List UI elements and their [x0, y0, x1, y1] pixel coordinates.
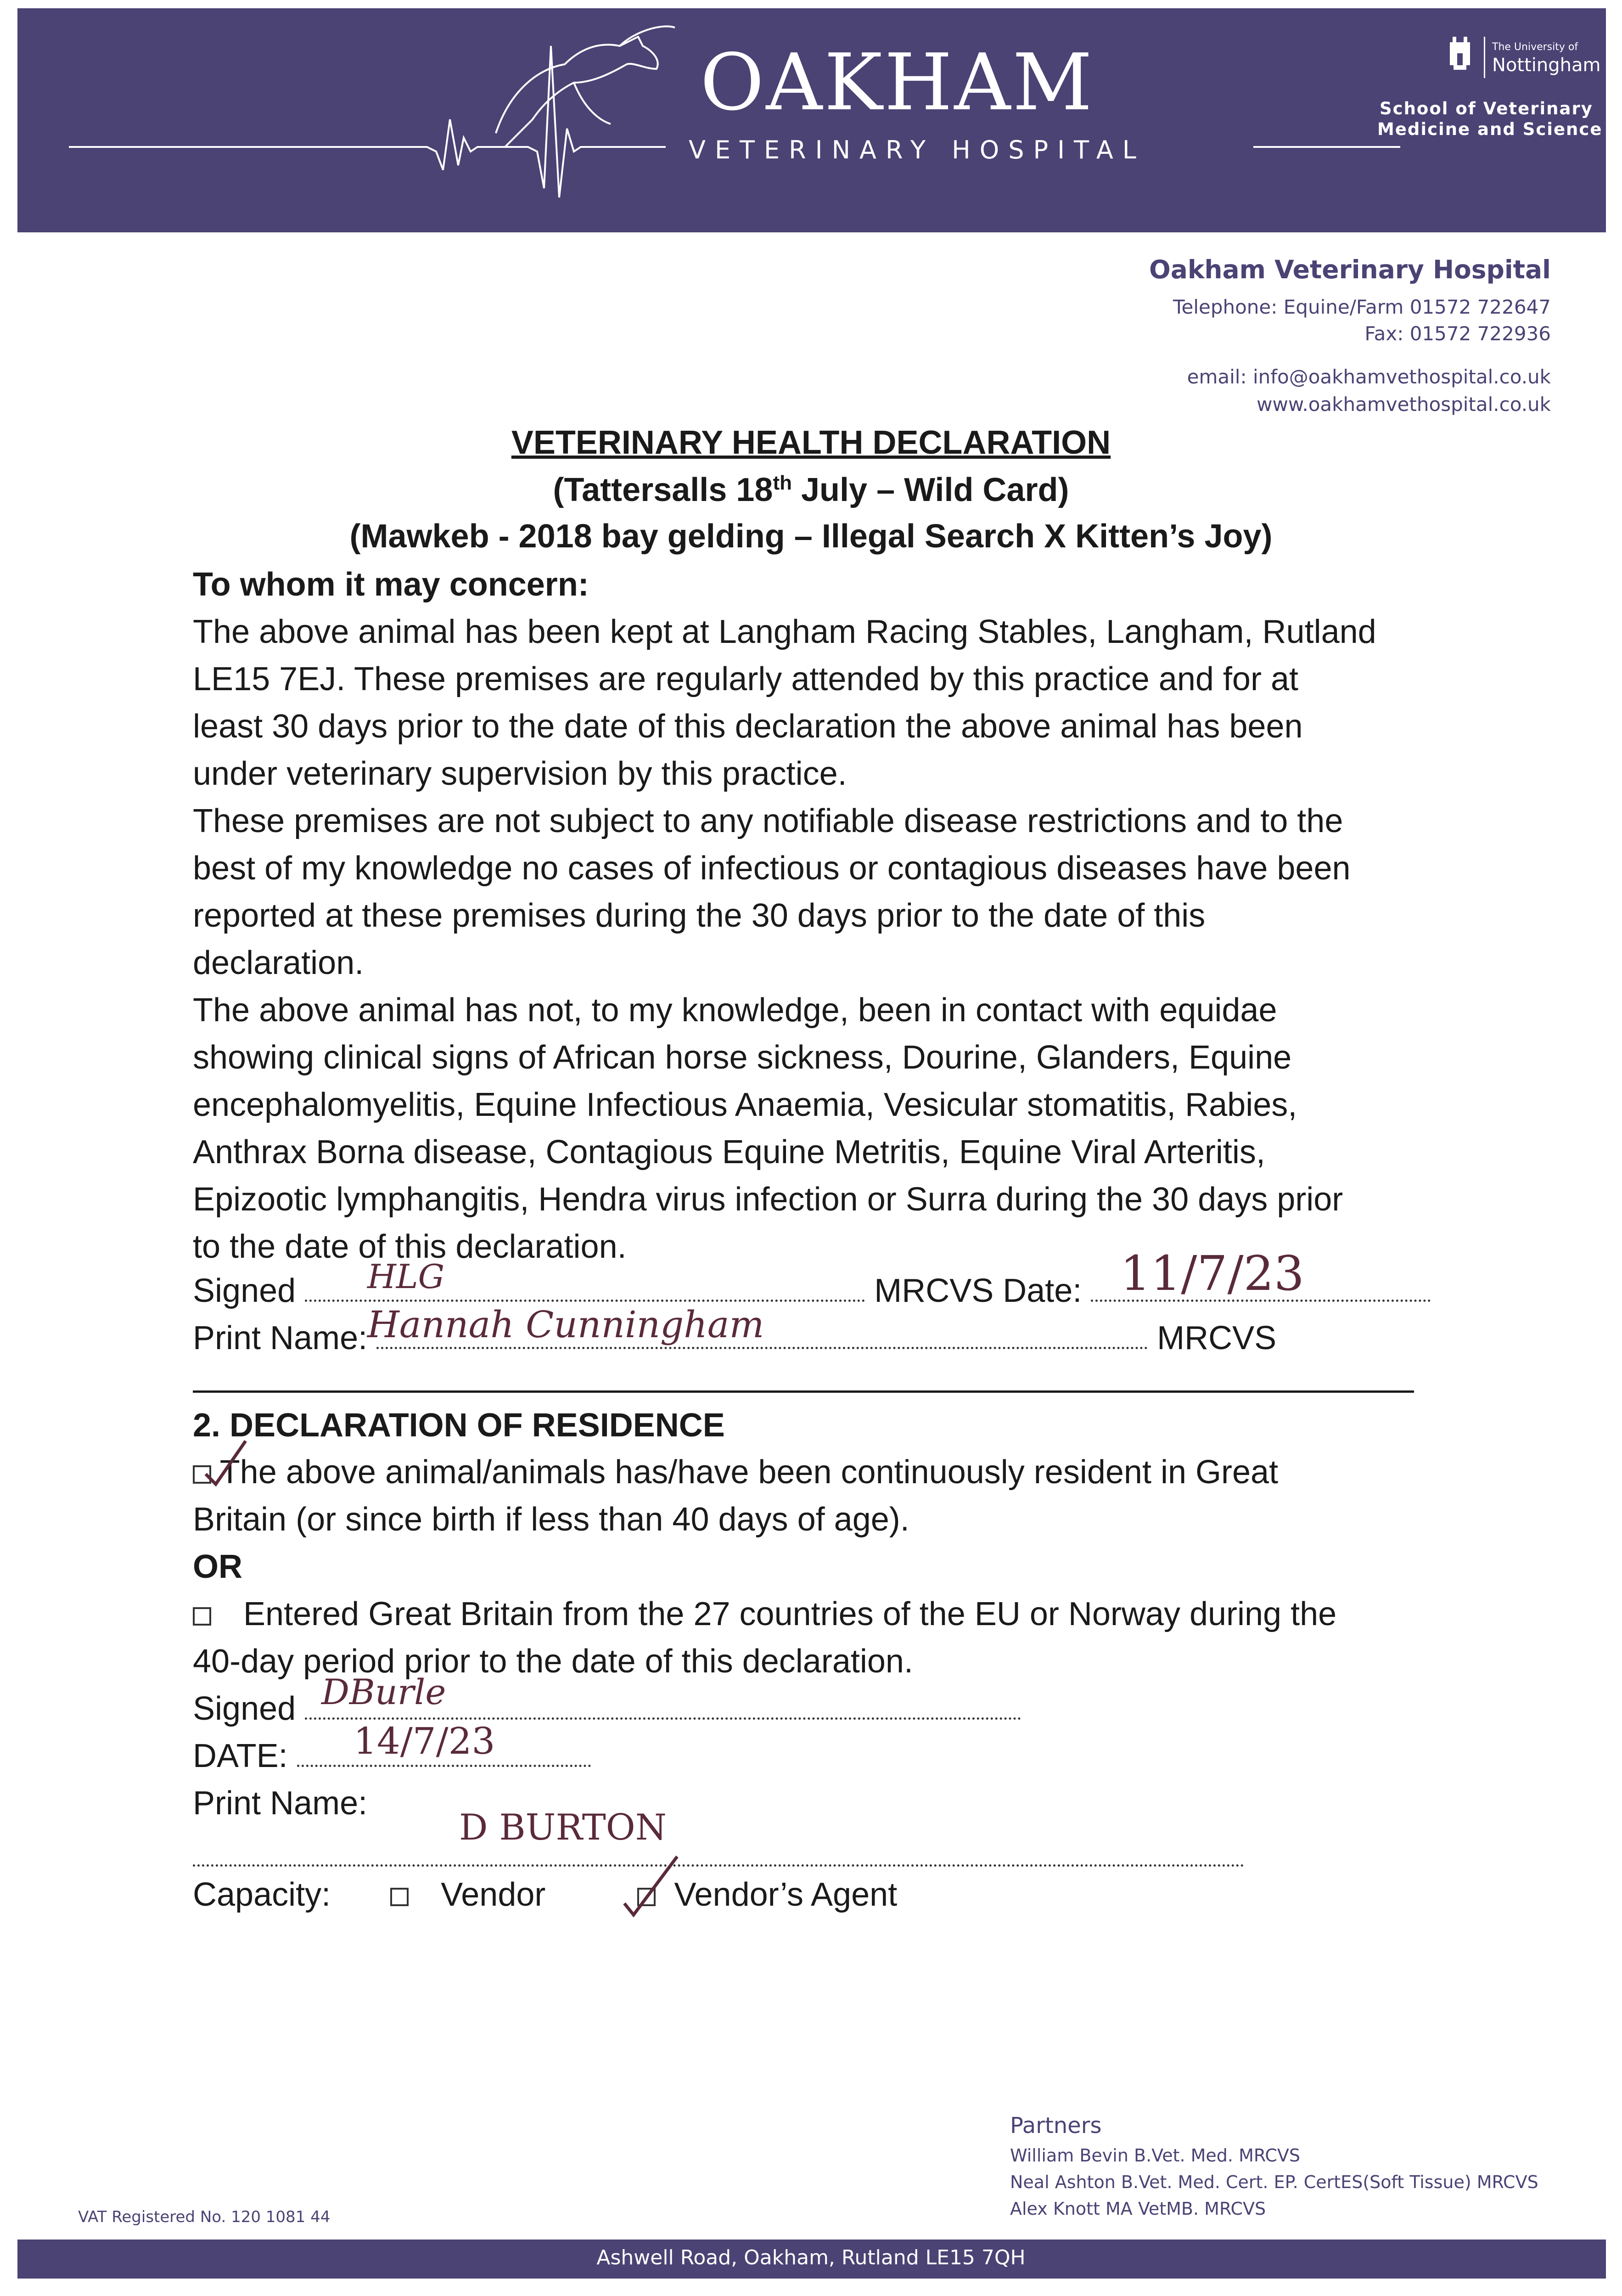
- residence-option1-line2: Britain (or since birth if less than 40 days of age).: [193, 1501, 909, 1538]
- email-link[interactable]: email: info@oakhamvethospital.co.uk: [1187, 366, 1551, 388]
- capacity-row: [193, 1878, 897, 1911]
- para3-line: Epizootic lymphangitis, Hendra virus infection or Surra during the 30 days prior: [193, 1181, 1343, 1218]
- event-subtitle-post: July – Wild Card): [791, 472, 1069, 508]
- para1-line: The above animal has been kept at Langham Racing Stables, Langham, Rutland: [193, 613, 1376, 650]
- school-name-line1: School of Veterinary: [1380, 99, 1593, 118]
- checkmark-icon: [620, 1853, 679, 1917]
- partner-name: Alex Knott MA VetMB. MRCVS: [1010, 2199, 1266, 2219]
- university-divider: [1484, 37, 1485, 78]
- brand-name: OAKHAM: [700, 37, 1094, 128]
- agent-signed-row: [193, 1692, 1021, 1725]
- university-prefix: The University of: [1492, 41, 1578, 53]
- vendor-label: Vendor: [441, 1876, 546, 1913]
- residence-option2-text: Entered Great Britain from the 27 countries of the EU or Norway during the: [243, 1596, 1337, 1632]
- brand-subtitle: VETERINARY HOSPITAL: [689, 135, 1145, 164]
- animal-description: (Mawkeb - 2018 bay gelding – Illegal Search X Kitten’s Joy): [349, 518, 1273, 555]
- residence-option1: [193, 1456, 1278, 1489]
- para2-line: best of my knowledge no cases of infectious or contagious diseases have been: [193, 850, 1351, 887]
- vendor-checkbox[interactable]: [390, 1888, 409, 1906]
- agent-date-label: DATE:: [193, 1738, 288, 1774]
- event-subtitle: [0, 473, 1622, 506]
- vet-date-value: 11/7/23: [1120, 1245, 1304, 1301]
- residence-option2-checkbox[interactable]: [193, 1607, 211, 1626]
- event-subtitle-sup: th: [773, 472, 792, 494]
- vet-mrcvs-label: MRCVS: [1157, 1320, 1277, 1356]
- para2-line: declaration.: [193, 945, 364, 981]
- salutation: To whom it may concern:: [193, 566, 589, 603]
- vet-signature-line[interactable]: [305, 1300, 865, 1302]
- university-name: Nottingham: [1492, 55, 1601, 76]
- vendor-agent-label: Vendor’s Agent: [674, 1876, 898, 1913]
- school-name-line2: Medicine and Science: [1377, 119, 1603, 139]
- partner-name: Neal Ashton B.Vet. Med. Cert. EP. CertES(Soft Tissue) MRCVS: [1010, 2172, 1538, 2192]
- event-subtitle-pre: (Tattersalls 18: [553, 472, 773, 508]
- agent-print-name-line[interactable]: [193, 1864, 1244, 1867]
- vet-print-name-value: Hannah Cunningham: [367, 1303, 764, 1346]
- vet-print-name-label: Print Name:: [193, 1320, 368, 1356]
- agent-print-name-value: D BURTON: [459, 1807, 667, 1848]
- agent-print-name-label: Print Name:: [193, 1785, 368, 1822]
- agent-signature: DBurle: [321, 1671, 446, 1712]
- capacity-label: Capacity:: [193, 1876, 331, 1913]
- checkmark-icon: [202, 1437, 248, 1488]
- section-divider: [193, 1390, 1414, 1393]
- phone-number: Telephone: Equine/Farm 01572 722647: [1173, 296, 1551, 318]
- para2-line: reported at these premises during the 30 days prior to the date of this: [193, 897, 1206, 934]
- agent-date-value: 14/7/23: [354, 1720, 495, 1762]
- vet-mrcvs-date-label: MRCVS Date:: [874, 1272, 1082, 1309]
- residence-heading: 2. DECLARATION OF RESIDENCE: [193, 1407, 725, 1444]
- vet-signed-label: Signed: [193, 1272, 296, 1309]
- para1-line: under veterinary supervision by this practice.: [193, 755, 847, 792]
- partner-name: William Bevin B.Vet. Med. MRCVS: [1010, 2145, 1301, 2166]
- partners-title: Partners: [1010, 2113, 1102, 2138]
- hospital-name: Oakham Veterinary Hospital: [1149, 255, 1551, 284]
- agent-date-line[interactable]: [297, 1765, 591, 1767]
- fax-number: Fax: 01572 722936: [1364, 322, 1551, 345]
- vat-number: VAT Registered No. 120 1081 44: [78, 2208, 331, 2226]
- para3-line: encephalomyelitis, Equine Infectious Anaemia, Vesicular stomatitis, Rabies,: [193, 1086, 1297, 1123]
- document-title: VETERINARY HEALTH DECLARATION: [511, 424, 1111, 461]
- para3-line: showing clinical signs of African horse sickness, Dourine, Glanders, Equine: [193, 1039, 1292, 1076]
- residence-option2: [193, 1598, 1336, 1631]
- vet-print-name-line[interactable]: [376, 1347, 1148, 1349]
- para3-line: Anthrax Borna disease, Contagious Equine Metritis, Equine Viral Arteritis,: [193, 1134, 1265, 1171]
- or-label: OR: [193, 1548, 242, 1585]
- website-link[interactable]: www.oakhamvethospital.co.uk: [1257, 393, 1551, 416]
- para3-line: The above animal has not, to my knowledge, been in contact with equidae: [193, 992, 1277, 1029]
- para1-line: least 30 days prior to the date of this declaration the above animal has been: [193, 708, 1303, 745]
- university-crest-icon: [1446, 33, 1474, 74]
- footer-address: Ashwell Road, Oakham, Rutland LE15 7QH: [596, 2246, 1026, 2269]
- residence-option1-text: The above animal/animals has/have been continuously resident in Great: [219, 1454, 1279, 1491]
- para2-line: These premises are not subject to any notifiable disease restrictions and to the: [193, 803, 1343, 839]
- agent-signed-label: Signed: [193, 1690, 296, 1727]
- residence-option2-line2: 40-day period prior to the date of this declaration.: [193, 1643, 913, 1680]
- para3-line: to the date of this declaration.: [193, 1228, 627, 1265]
- vet-signature: HLG: [367, 1257, 445, 1296]
- para1-line: LE15 7EJ. These premises are regularly attended by this practice and for at: [193, 661, 1298, 698]
